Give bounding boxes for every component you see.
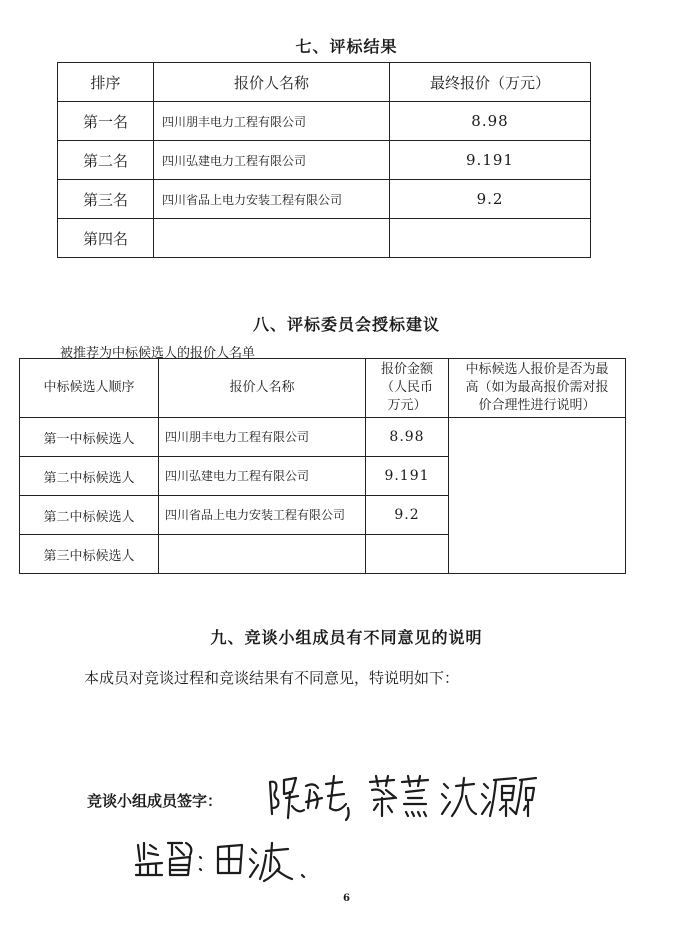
- bidder-name-cell: [159, 535, 366, 574]
- amount-cell: 8.98: [366, 418, 449, 457]
- page-number: 6: [343, 893, 350, 904]
- bidder-name-cell: 四川弘建电力工程有限公司: [154, 141, 390, 180]
- award-recommendation-table: [19, 358, 626, 574]
- amount-cell: 9.2: [366, 496, 449, 535]
- table-row: [58, 102, 591, 141]
- section7-title: 七、评标结果: [295, 37, 398, 56]
- header-rank: 排序: [58, 63, 154, 102]
- price-cell: 9.2: [390, 180, 591, 219]
- header-amount-line2: （人民币: [380, 380, 433, 395]
- bidder-name-cell: 四川朋丰电力工程有限公司: [159, 418, 366, 457]
- candidate-order-cell: 第二中标候选人: [20, 496, 159, 535]
- header-note-line2: 高（如为最高报价需对报: [465, 380, 609, 395]
- rank-cell: 第一名: [58, 102, 154, 141]
- bidder-name-cell: 四川省品上电力安装工程有限公司: [159, 496, 366, 535]
- candidate-order-cell: 第一中标候选人: [20, 418, 159, 457]
- section9-title: 九、竞谈小组成员有不同意见的说明: [210, 628, 483, 647]
- note-cell: [449, 418, 626, 574]
- candidate-order-cell: 第二中标候选人: [20, 457, 159, 496]
- header-final-price: 最终报价（万元）: [390, 63, 591, 102]
- dissent-statement: 本成员对竞谈过程和竞谈结果有不同意见，特说明如下：: [84, 669, 460, 687]
- table-row: [58, 141, 591, 180]
- supervisor-signature-handwriting: [132, 835, 332, 885]
- header-candidate-order: 中标候选人顺序: [20, 359, 159, 418]
- table-row: [58, 180, 591, 219]
- rank-cell: 第二名: [58, 141, 154, 180]
- header-bidder-name: 报价人名称: [154, 63, 390, 102]
- section8-title: 八、评标委员会授标建议: [252, 315, 440, 334]
- table-row: [58, 219, 591, 258]
- evaluation-result-table: [57, 62, 591, 258]
- bidder-name-cell: 四川省品上电力安装工程有限公司: [154, 180, 390, 219]
- price-cell: 9.191: [390, 141, 591, 180]
- header-note-line3: 价合理性进行说明）: [478, 398, 596, 413]
- rank-cell: 第三名: [58, 180, 154, 219]
- header-highest-price-note: [449, 359, 626, 418]
- member-signatures-handwriting: [262, 768, 542, 828]
- header-bidder-name: 报价人名称: [159, 359, 366, 418]
- table-header-row: [20, 359, 626, 418]
- amount-cell: [366, 535, 449, 574]
- candidate-order-cell: 第三中标候选人: [20, 535, 159, 574]
- header-note-line1: 中标候选人报价是否为最: [465, 362, 609, 377]
- candidate-list-caption: 被推荐为中标候选人的报价人名单: [60, 346, 256, 361]
- bidder-name-cell: [154, 219, 390, 258]
- table-row: [20, 418, 626, 457]
- price-cell: 8.98: [390, 102, 591, 141]
- rank-cell: 第四名: [58, 219, 154, 258]
- bidder-name-cell: 四川朋丰电力工程有限公司: [154, 102, 390, 141]
- header-amount: [366, 359, 449, 418]
- price-cell: [390, 219, 591, 258]
- amount-cell: 9.191: [366, 457, 449, 496]
- signature-label: 竞谈小组成员签字：: [87, 792, 223, 810]
- bidder-name-cell: 四川弘建电力工程有限公司: [159, 457, 366, 496]
- header-amount-line3: 万元）: [387, 398, 427, 413]
- header-amount-line1: 报价金额: [380, 362, 433, 377]
- table-header-row: [58, 63, 591, 102]
